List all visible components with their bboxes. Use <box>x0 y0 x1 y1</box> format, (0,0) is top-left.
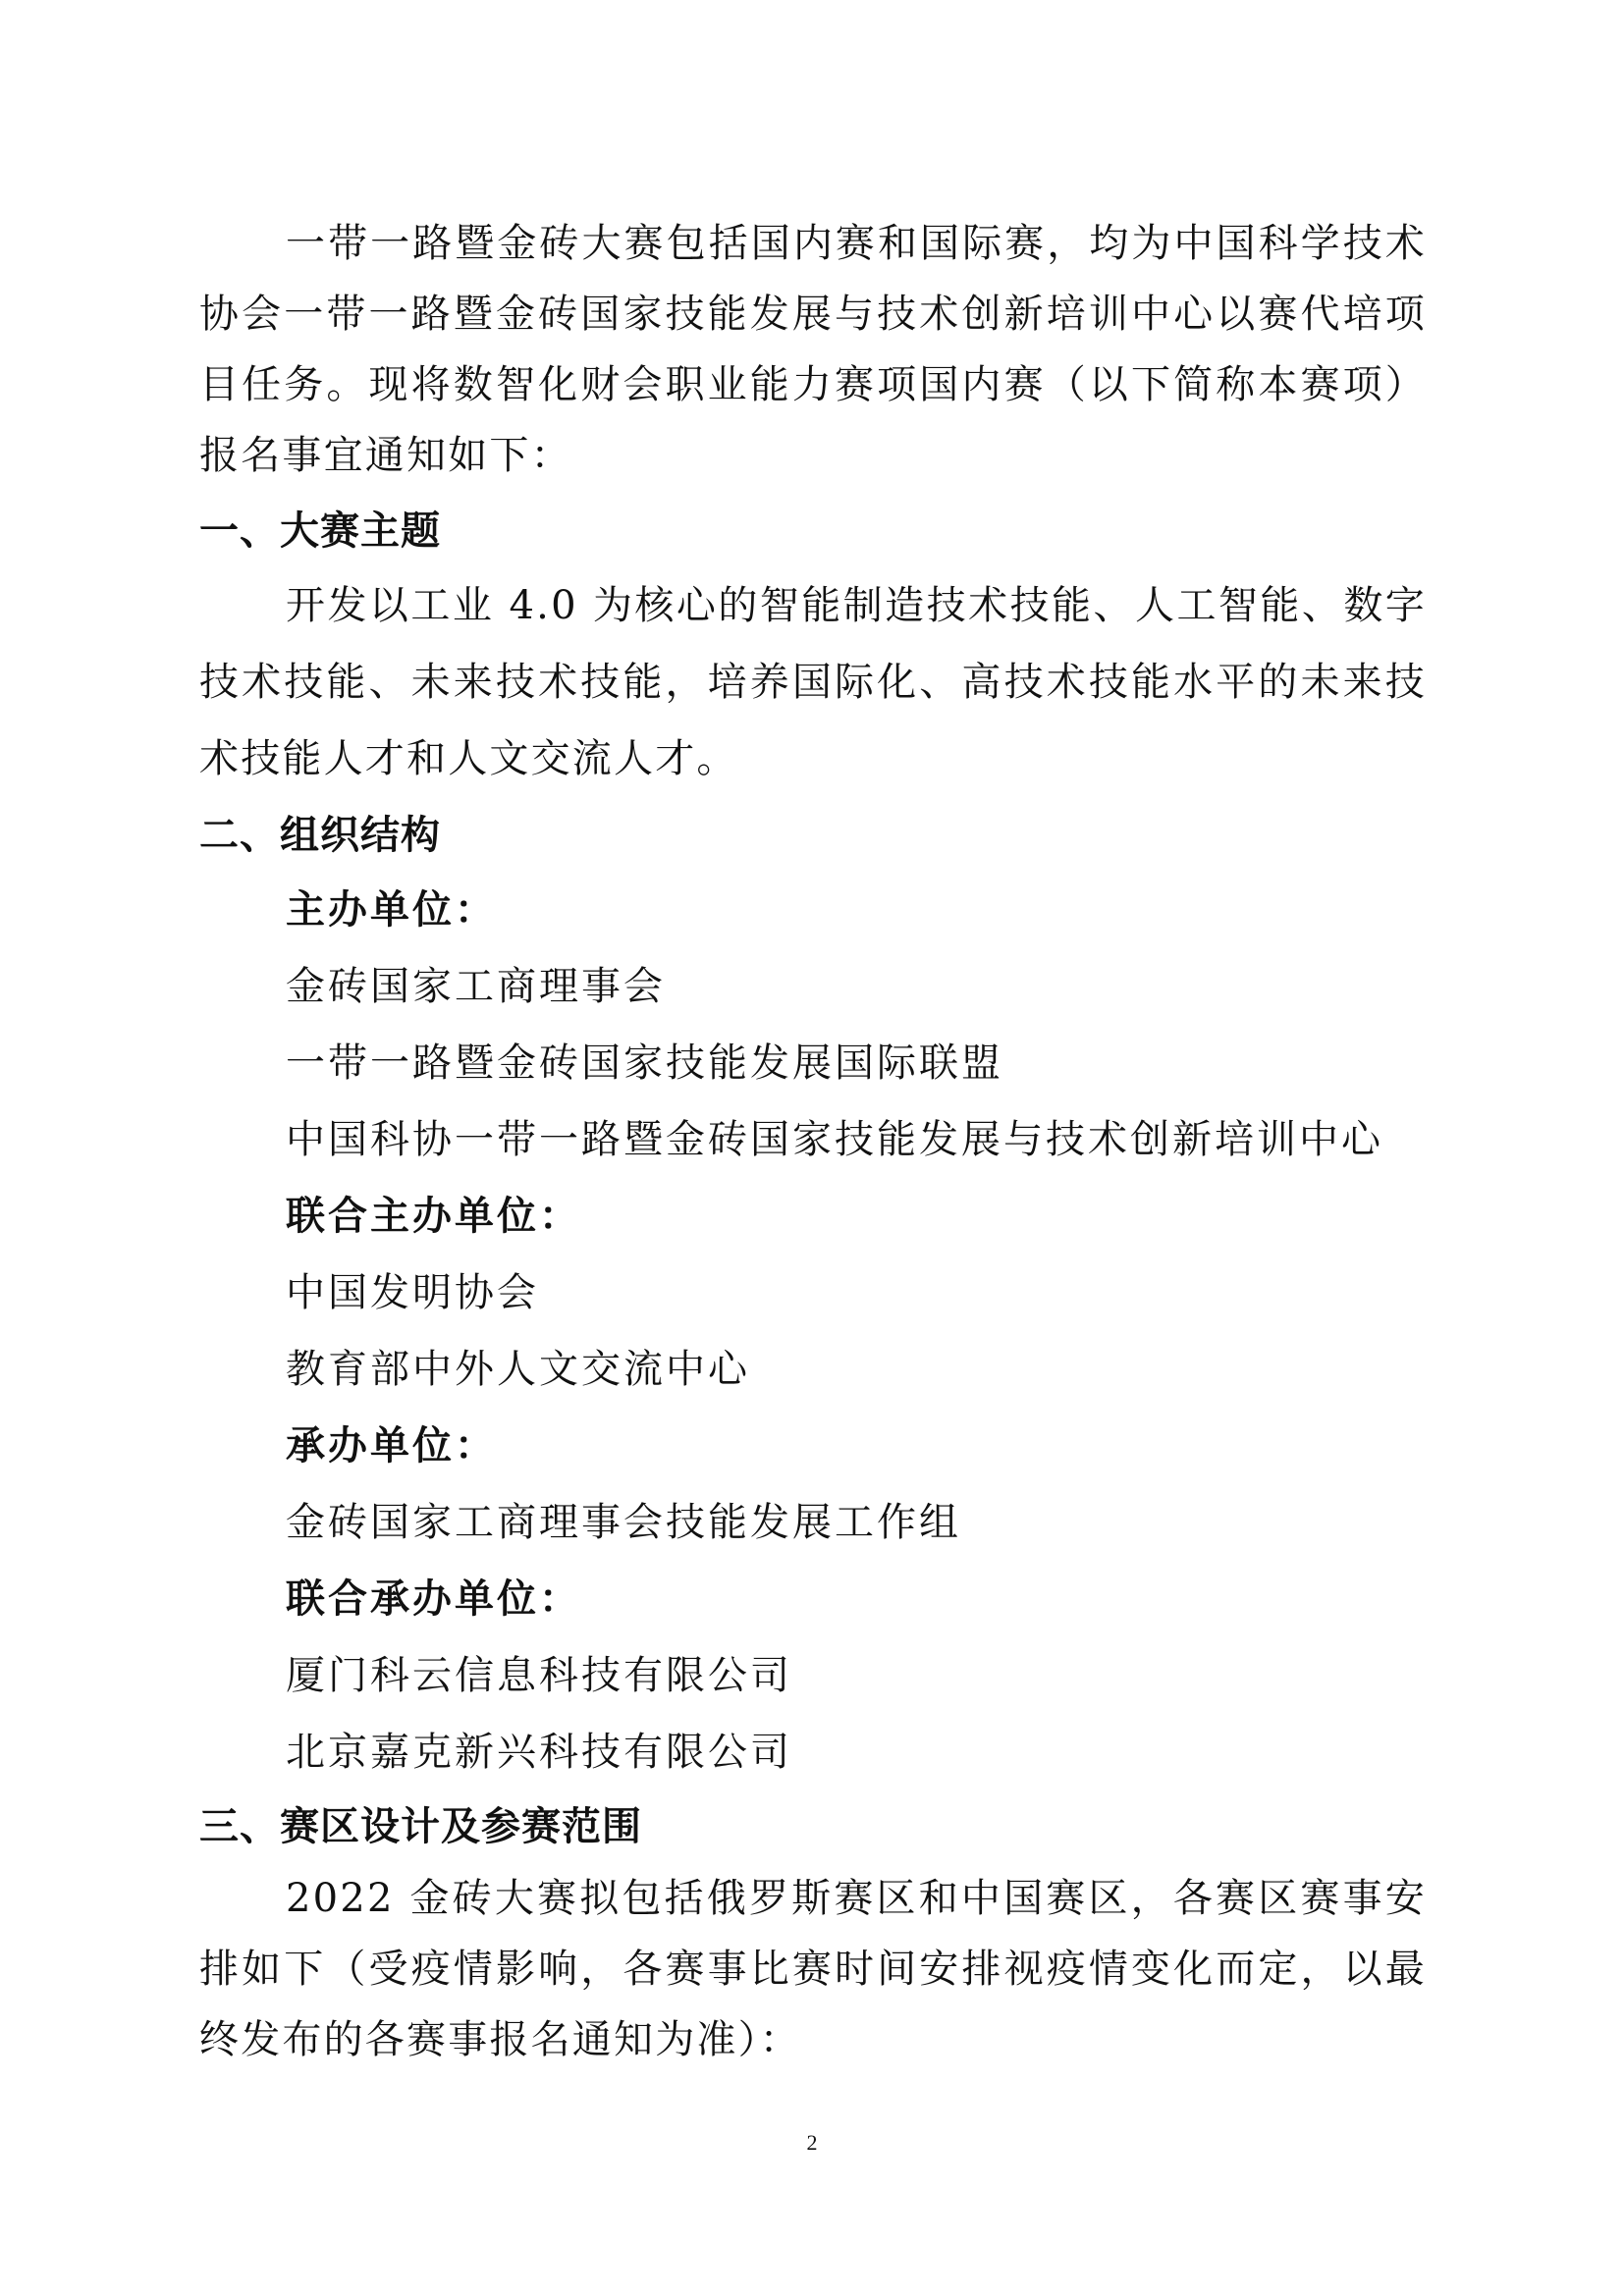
host-unit-item: 金砖国家工商理事会 <box>286 964 666 1009</box>
co-host-unit-item: 中国发明协会 <box>286 1270 539 1315</box>
organizer-label: 承办单位： <box>286 1422 497 1468</box>
co-organizer-unit-item: 北京嘉克新兴科技有限公司 <box>286 1730 792 1775</box>
section-3-paragraph: 2022 金砖大赛拟包括俄罗斯赛区和中国赛区，各赛区赛事安排如下（受疫情影响，各赛事比赛时间安排视疫情变化而定，以最终发布的各赛事报名通知为准）： <box>199 1876 1427 2062</box>
organizer-units <box>199 1408 1427 1561</box>
section-1-heading: 一、大赛主题 <box>199 508 441 554</box>
organizer-unit-item: 金砖国家工商理事会技能发展工作组 <box>286 1500 961 1545</box>
intro-paragraph: 一带一路暨金砖大赛包括国内赛和国际赛，均为中国科学技术协会一带一路暨金砖国家技能发展与技术创新培训中心以赛代培项目任务。现将数智化财会职业能力赛项国内赛（以下简称本赛项）报名事宜通知如下： <box>199 221 1427 478</box>
document-body <box>199 208 1427 2075</box>
section-3-heading: 三、赛区设计及参赛范围 <box>199 1804 642 1849</box>
co-host-unit-item: 教育部中外人文交流中心 <box>286 1347 750 1392</box>
co-organizer-label: 联合承办单位： <box>286 1575 581 1622</box>
host-label: 主办单位： <box>286 886 497 933</box>
co-host-label: 联合主办单位： <box>286 1193 581 1239</box>
co-organizer-unit-item: 厦门科云信息科技有限公司 <box>286 1653 792 1698</box>
host-units <box>199 872 1427 1178</box>
co-organizer-units <box>199 1561 1427 1790</box>
section-1-paragraph: 开发以工业 4.0 为核心的智能制造技术技能、人工智能、数字技术技能、未来技术技能，培养国际化、高技术技能水平的未来技术技能人才和人文交流人才。 <box>199 583 1427 781</box>
page-number: 2 <box>806 2130 818 2155</box>
host-unit-item: 一带一路暨金砖国家技能发展国际联盟 <box>286 1041 1003 1086</box>
section-2-heading: 二、组织结构 <box>199 813 441 858</box>
co-host-units <box>199 1178 1427 1408</box>
host-unit-item: 中国科协一带一路暨金砖国家技能发展与技术创新培训中心 <box>286 1117 1383 1162</box>
